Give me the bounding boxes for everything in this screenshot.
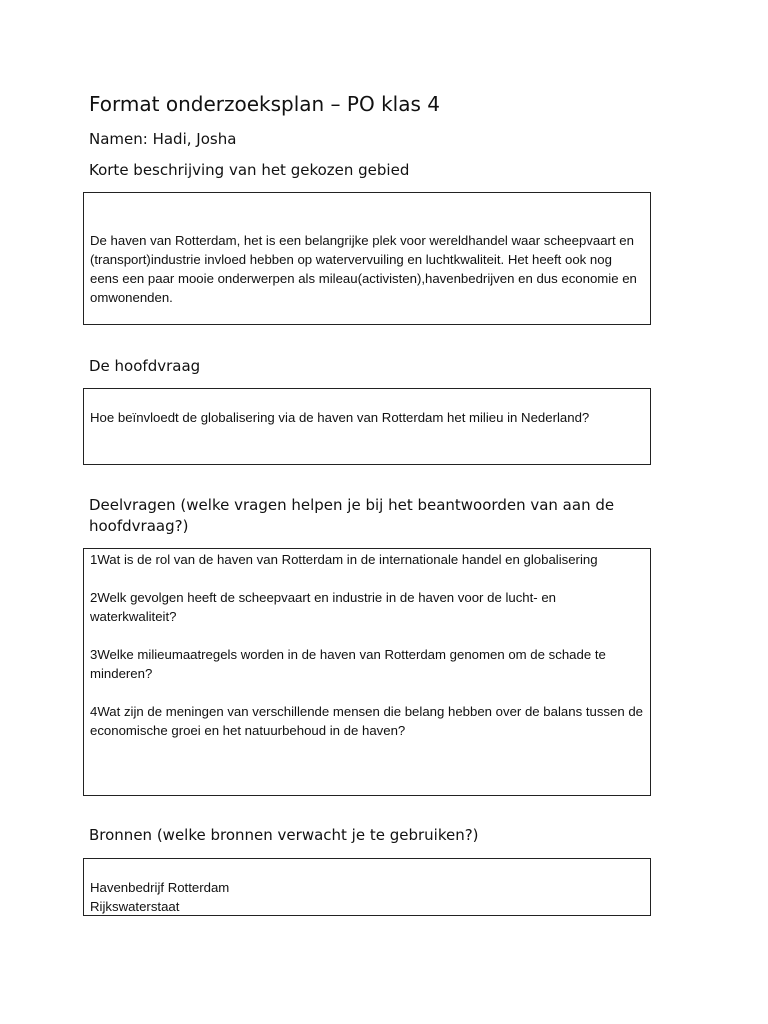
sub-question-3: 3Welke milieumaatregels worden in de haven van Rotterdam genomen om de schade te minderen? — [90, 647, 606, 681]
sub-questions-heading-line2: hoofdvraag?) — [89, 517, 189, 535]
source-item-1: Havenbedrijf Rotterdam — [90, 880, 230, 895]
area-description-box — [83, 192, 651, 325]
sources-list — [84, 878, 650, 916]
main-question-box — [83, 388, 651, 465]
student-names: Namen: Hadi, Josha — [89, 130, 237, 148]
page-title: Format onderzoeksplan – PO klas 4 — [89, 92, 440, 116]
sub-question-1: 1Wat is de rol van de haven van Rotterdam in de internationale handel en globalisering — [90, 552, 598, 567]
sources-box — [83, 858, 651, 916]
main-question-heading: De hoofdvraag — [89, 357, 201, 375]
sub-question-4: 4Wat zijn de meningen van verschillende mensen die belang hebben over de balans tussen de economische groei en het natuurbehoud in de haven? — [90, 704, 644, 738]
sub-questions-heading-line1: Deelvragen (welke vragen helpen je bij het beantwoorden van aan de — [89, 496, 615, 514]
sub-question-2: 2Welk gevolgen heeft de scheepvaart en industrie in de haven voor de lucht- en waterkwaliteit? — [90, 590, 557, 624]
source-item-2: Rijkswaterstaat — [90, 899, 180, 914]
sources-heading: Bronnen (welke bronnen verwacht je te gebruiken?) — [89, 826, 479, 844]
sub-questions-heading — [89, 495, 614, 537]
sub-questions-box — [83, 548, 651, 796]
area-heading: Korte beschrijving van het gekozen gebied — [89, 161, 410, 179]
sub-questions-list — [84, 550, 650, 740]
main-question-text: Hoe beïnvloedt de globalisering via de haven van Rotterdam het milieu in Nederland? — [90, 410, 590, 425]
area-description-text: De haven van Rotterdam, het is een belangrijke plek voor wereldhandel waar scheepvaart en (transport)industrie invloed hebben op watervervuiling en luchtkwaliteit. Het heeft ook nog eens een paar mooie onderwerpen als mileau(activisten),havenbedrijven en dus economie en omwonenden. — [90, 233, 637, 305]
